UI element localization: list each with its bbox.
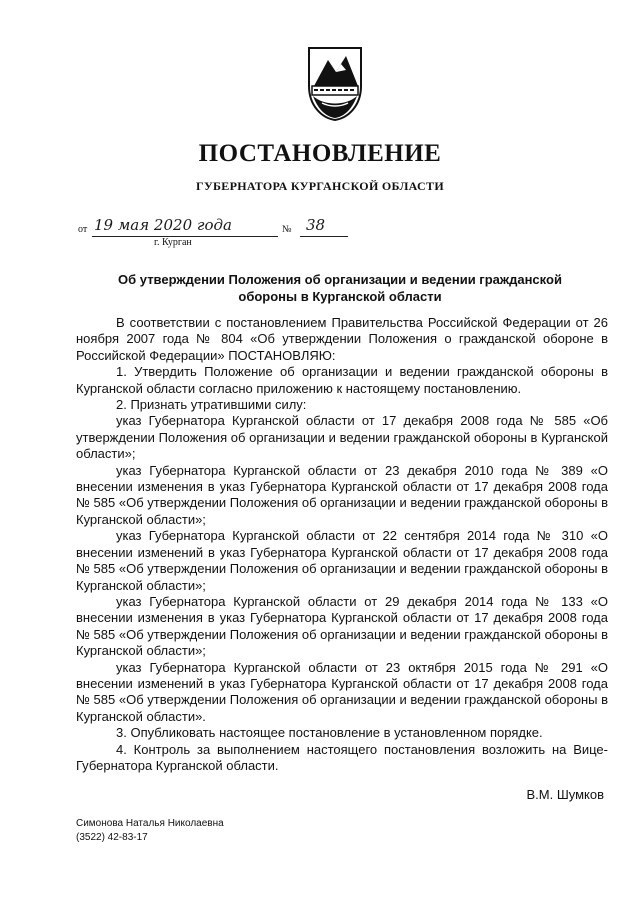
signature-name: В.М. Шумков — [526, 787, 604, 802]
handwritten-number: 38 — [306, 216, 326, 234]
document-heading: Об утверждении Положения об организации и ведении гражданской обороны в Курганской области — [118, 272, 562, 304]
paragraph: указ Губернатора Курганской области от 23 декабря 2010 года № 389 «О внесении изменения в указ Губернатора Курганской области от 17 декабря 2008 года № 585 «Об утверждении Положения об организации и ведении гражданской обороны в Курганской области»; — [76, 462, 608, 527]
paragraph: 4. Контроль за выполнением настоящего постановления возложить на Вице-Губернатора Курганской области. — [76, 741, 608, 773]
paragraph: указ Губернатора Курганской области от 17 декабря 2008 года № 585 «Об утверждении Положения об организации и ведении гражданской обороны в Курганской области»; — [76, 413, 608, 462]
paragraph: 3. Опубликовать настоящее постановление в установленном порядке. — [116, 725, 543, 741]
paragraph: указ Губернатора Курганской области от 29 декабря 2014 года № 133 «О внесении изменения в указ Губернатора Курганской области от 17 декабря 2008 года № 585 «Об утверждении Положения об организации и ведении гражданской обороны в Курганской области»; — [76, 593, 608, 659]
number-label: № — [282, 224, 292, 235]
city-label: г. Курган — [154, 237, 192, 248]
paragraph: 1. Утвердить Положение об организации и ведении гражданской обороны в Курганской области согласно приложению к настоящему постановлению. — [76, 364, 608, 396]
handwritten-date: 19 мая 2020 года — [94, 216, 232, 234]
paragraph: указ Губернатора Курганской области от 23 октября 2015 года № 291 «О внесении изменений в указ Губернатора Курганской области от 17 декабря 2008 года № 585 «Об утверждении Положения об организации и ведении гражданской обороны в Курганской области». — [76, 659, 608, 724]
date-line — [78, 216, 348, 262]
contact-name: Симонова Наталья Николаевна — [76, 818, 224, 829]
document-title: ПОСТАНОВЛЕНИЕ — [198, 140, 442, 167]
date-prefix: от — [78, 224, 88, 235]
paragraph: 2. Признать утратившими силу: — [116, 397, 307, 413]
document-body — [76, 315, 608, 774]
document-subtitle: ГУБЕРНАТОРА КУРГАНСКОЙ ОБЛАСТИ — [196, 179, 444, 193]
paragraph: В соответствии с постановлением Правительства Российской Федерации от 26 ноября 2007 года № 804 «Об утверждении Положения о гражданской обороне в Российской Федерации» ПОСТАНОВЛЯЮ: — [76, 315, 608, 363]
paragraph: указ Губернатора Курганской области от 22 сентября 2014 года № 310 «О внесении изменений в указ Губернатора Курганской области от 17 декабря 2008 года № 585 «Об утверждении Положения об организации и ведении гражданской обороны в Курганской области»; — [76, 528, 608, 593]
coat-of-arms-emblem-icon — [306, 46, 364, 122]
contact-phone: (3522) 42-83-17 — [76, 832, 148, 843]
contact-block — [76, 817, 224, 845]
